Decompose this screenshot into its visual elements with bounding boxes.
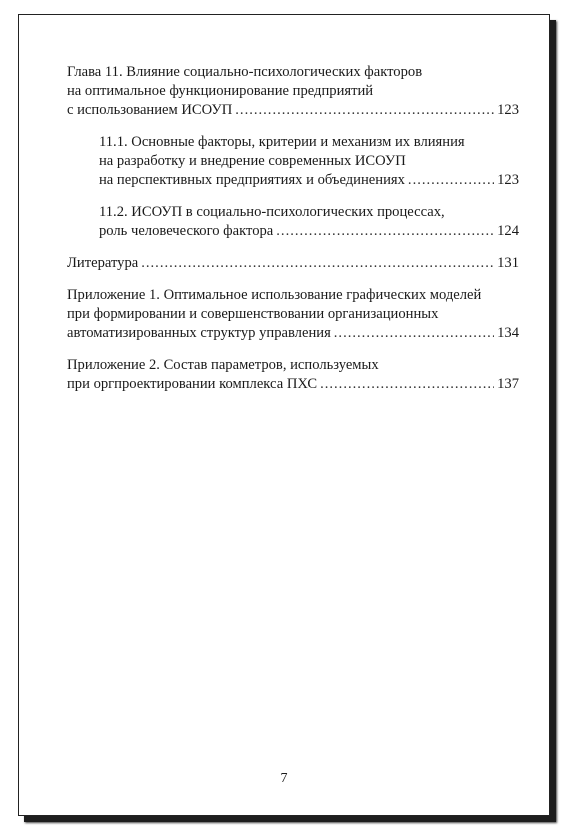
toc-entry-text-line: Приложение 2. Состав параметров, используемых [67,357,379,373]
dot-leader [320,375,494,394]
toc-entry-text-line: на перспективных предприятиях и объединениях [99,172,405,188]
toc-page-number: 131 [497,255,519,271]
toc-entry-text-line: автоматизированных структур управления [67,325,331,341]
book-page [18,14,550,816]
dot-leader [408,171,494,190]
toc-entry-literature [67,254,519,273]
toc-entry-text-line: Глава 11. Влияние социально-психологических факторов [67,64,423,80]
toc-entry-text-line: на разработку и внедрение современных ИСОУП [99,153,406,169]
toc-entry-text-line: роль человеческого фактора [99,223,274,239]
dot-leader [235,101,494,120]
toc-entry-appendix-1 [67,286,519,343]
dot-leader [141,254,494,273]
toc-entry-section-11-1 [99,133,519,190]
toc-entry-text-line: при формировании и совершенствовании организационных [67,306,439,322]
toc-entry-text-line: на оптимальное функционирование предприятий [67,83,374,99]
toc-entry-text-line: при оргпроектировании комплекса ПХС [67,376,318,392]
dot-leader [276,222,494,241]
toc-page-number: 123 [497,102,519,118]
toc-entry-last-line [67,254,519,273]
toc-entry-last-line [99,171,519,190]
toc-page-number: 124 [497,223,519,239]
toc-entry-text-line: 11.2. ИСОУП в социально-психологических процессах, [99,204,445,220]
toc-entry-chapter-11 [67,63,519,120]
table-of-contents [67,63,519,394]
toc-entry-last-line [67,101,519,120]
toc-entry-last-line [99,222,519,241]
toc-entry-text-line: 11.1. Основные факторы, критерии и механизм их влияния [99,134,465,150]
page-number: 7 [280,771,288,786]
toc-entry-appendix-2 [67,356,519,394]
dot-leader [334,324,494,343]
toc-entry-last-line [67,324,519,343]
toc-entry-last-line [67,375,519,394]
toc-page-number: 123 [497,172,519,188]
toc-page-number: 134 [497,325,519,341]
toc-entry-text-line: Приложение 1. Оптимальное использование графических моделей [67,287,482,303]
toc-entry-text-line: Литература [67,255,139,271]
toc-page-number: 137 [497,376,519,392]
toc-entry-section-11-2 [99,203,519,241]
toc-entry-text-line: с использованием ИСОУП [67,102,233,118]
